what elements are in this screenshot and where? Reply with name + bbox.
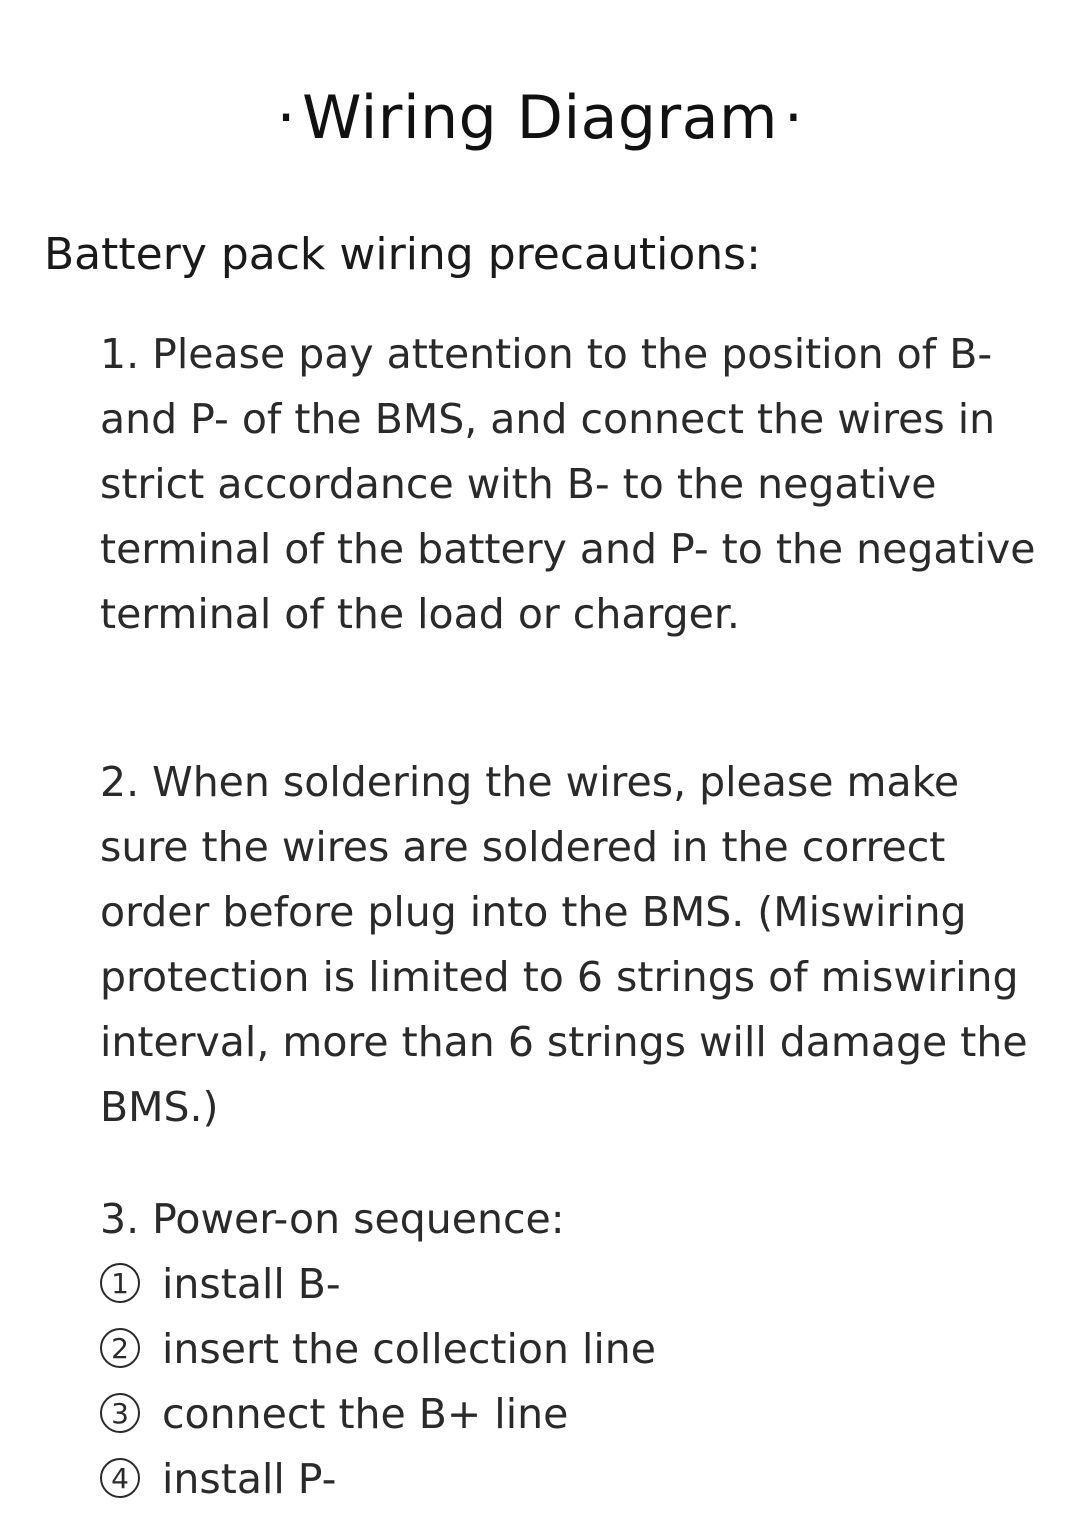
step-item [100, 1317, 1040, 1382]
title-right-dot: · [783, 83, 804, 153]
title-left-dot: · [276, 83, 297, 153]
precaution-item-3 [100, 1187, 1040, 1512]
precaution-item-2 [100, 750, 1040, 1140]
step-text: insert the collection line [162, 1325, 656, 1373]
power-on-heading: 3. Power-on sequence: [100, 1195, 565, 1243]
step-text: install P- [162, 1455, 337, 1503]
page-title [0, 82, 1080, 154]
step-item [100, 1252, 1040, 1317]
step-item [100, 1382, 1040, 1447]
circled-number-2: 2 [100, 1328, 140, 1368]
precaution-item-1 [100, 322, 1040, 647]
precaution-text: 1. Please pay attention to the position of B- and P- of the BMS, and connect the wires in strict accordance with B- to the negative terminal of the battery and P- to the negative terminal of the load or charger. [100, 330, 1036, 638]
circled-number-3: 3 [100, 1393, 140, 1433]
title-text: Wiring Diagram [302, 83, 778, 153]
step-item [100, 1447, 1040, 1512]
step-text: install B- [162, 1260, 341, 1308]
section-heading: Battery pack wiring precautions: [44, 229, 761, 280]
circled-number-1: 1 [100, 1263, 140, 1303]
step-text: connect the B+ line [162, 1390, 569, 1438]
power-on-steps [100, 1252, 1040, 1512]
circled-number-4: 4 [100, 1458, 140, 1498]
precaution-text: 2. When soldering the wires, please make sure the wires are soldered in the correct order before plug into the BMS. (Miswiring protection is limited to 6 strings of miswiring interval, more than 6 strings will damage the BMS.) [100, 758, 1028, 1131]
